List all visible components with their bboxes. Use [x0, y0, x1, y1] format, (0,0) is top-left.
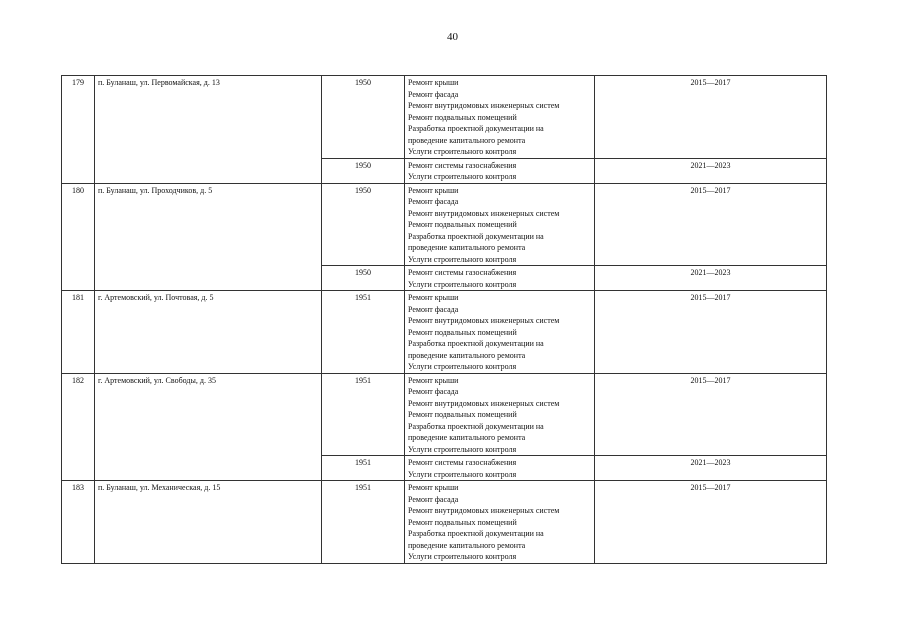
planned-period: 2015—2017 — [595, 183, 827, 266]
table-row — [62, 76, 827, 159]
repair-work-item: Услуги строительного контроля — [408, 254, 517, 264]
repair-works — [405, 76, 595, 159]
repair-work-item: Ремонт фасада — [408, 494, 459, 504]
repair-work-item: Ремонт фасада — [408, 387, 459, 396]
construction-year: 1951 — [322, 481, 405, 564]
repair-work-item: Разработка проектной документации на — [408, 339, 544, 348]
repair-work-item: Ремонт подвальных помещений — [408, 410, 517, 419]
row-number: 182 — [62, 373, 95, 481]
repair-work-item: Ремонт системы газоснабжения — [408, 268, 517, 277]
construction-year: 1950 — [322, 266, 405, 291]
repair-work-item: Ремонт крыши — [408, 483, 459, 492]
table-row — [62, 373, 827, 456]
building-address: г. Артемовский, ул. Почтовая, д. 5 — [95, 291, 322, 374]
repair-works — [405, 266, 595, 291]
repair-work-item: проведение капитального ремонта — [408, 433, 526, 442]
table-row — [62, 183, 827, 266]
construction-year: 1950 — [322, 76, 405, 159]
repair-work-item: Ремонт системы газоснабжения — [408, 458, 517, 467]
building-address: п. Буланаш, ул. Первомайская, д. 13 — [95, 76, 322, 184]
repair-works — [405, 481, 595, 564]
building-address: п. Буланаш, ул. Механическая, д. 15 — [95, 481, 322, 564]
repair-work-item: Ремонт крыши — [408, 375, 459, 385]
repair-work-item: Ремонт подвальных помещений — [408, 220, 517, 229]
repair-work-item: Услуги строительного контроля — [408, 362, 517, 371]
repair-work-item: Ремонт внутридомовых инженерных систем — [408, 208, 560, 218]
construction-year: 1951 — [322, 291, 405, 374]
repair-work-item: Услуги строительного контроля — [408, 172, 517, 181]
planned-period: 2015—2017 — [595, 481, 827, 564]
repair-work-item: Услуги строительного контроля — [408, 147, 517, 156]
repair-work-item: Услуги строительного контроля — [408, 279, 517, 289]
repair-work-item: Ремонт фасада — [408, 89, 459, 99]
repair-work-item: Ремонт крыши — [408, 293, 459, 302]
table-body — [62, 76, 827, 564]
building-address: г. Артемовский, ул. Свободы, д. 35 — [95, 373, 322, 481]
construction-year: 1951 — [322, 373, 405, 456]
repair-work-item: Ремонт внутридомовых инженерных систем — [408, 506, 560, 515]
repair-work-item: проведение капитального ремонта — [408, 540, 526, 550]
repair-works — [405, 183, 595, 266]
repair-work-item: Ремонт подвальных помещений — [408, 112, 517, 122]
repair-work-item: проведение капитального ремонта — [408, 243, 526, 252]
repair-work-item: Ремонт крыши — [408, 185, 459, 195]
repair-work-item: Ремонт крыши — [408, 78, 459, 87]
repair-work-item: Ремонт фасада — [408, 304, 459, 314]
building-address: п. Буланаш, ул. Проходчиков, д. 5 — [95, 183, 322, 291]
repair-work-item: Ремонт системы газоснабжения — [408, 160, 517, 170]
repair-work-item: Разработка проектной документации на — [408, 529, 544, 538]
repair-works — [405, 158, 595, 183]
repair-work-item: Разработка проектной документации на — [408, 231, 544, 241]
repair-work-item: Услуги строительного контроля — [408, 552, 517, 561]
repair-work-item: Услуги строительного контроля — [408, 469, 517, 479]
planned-period: 2015—2017 — [595, 373, 827, 456]
repair-work-item: Ремонт внутридомовых инженерных систем — [408, 316, 560, 325]
repair-works — [405, 373, 595, 456]
planned-period: 2021—2023 — [595, 266, 827, 291]
repair-works — [405, 291, 595, 374]
repair-work-item: Ремонт внутридомовых инженерных систем — [408, 101, 560, 110]
repair-work-item: Ремонт внутридомовых инженерных систем — [408, 398, 560, 408]
capital-repair-table — [61, 75, 827, 564]
repair-work-item: Ремонт фасада — [408, 197, 459, 206]
planned-period: 2021—2023 — [595, 456, 827, 481]
repair-work-item: Разработка проектной документации на — [408, 421, 544, 431]
construction-year: 1951 — [322, 456, 405, 481]
repair-work-item: проведение капитального ремонта — [408, 135, 526, 145]
page-number: 40 — [447, 31, 458, 43]
repair-work-item: Услуги строительного контроля — [408, 444, 517, 454]
table-row — [62, 291, 827, 374]
planned-period: 2021—2023 — [595, 158, 827, 183]
planned-period: 2015—2017 — [595, 291, 827, 374]
repair-work-item: проведение капитального ремонта — [408, 350, 526, 360]
row-number: 180 — [62, 183, 95, 291]
row-number: 179 — [62, 76, 95, 184]
repair-work-item: Ремонт подвальных помещений — [408, 517, 517, 527]
repair-work-item: Разработка проектной документации на — [408, 124, 544, 133]
row-number: 181 — [62, 291, 95, 374]
planned-period: 2015—2017 — [595, 76, 827, 159]
row-number: 183 — [62, 481, 95, 564]
table-row — [62, 481, 827, 564]
repair-works — [405, 456, 595, 481]
construction-year: 1950 — [322, 183, 405, 266]
repair-work-item: Ремонт подвальных помещений — [408, 327, 517, 337]
construction-year: 1950 — [322, 158, 405, 183]
